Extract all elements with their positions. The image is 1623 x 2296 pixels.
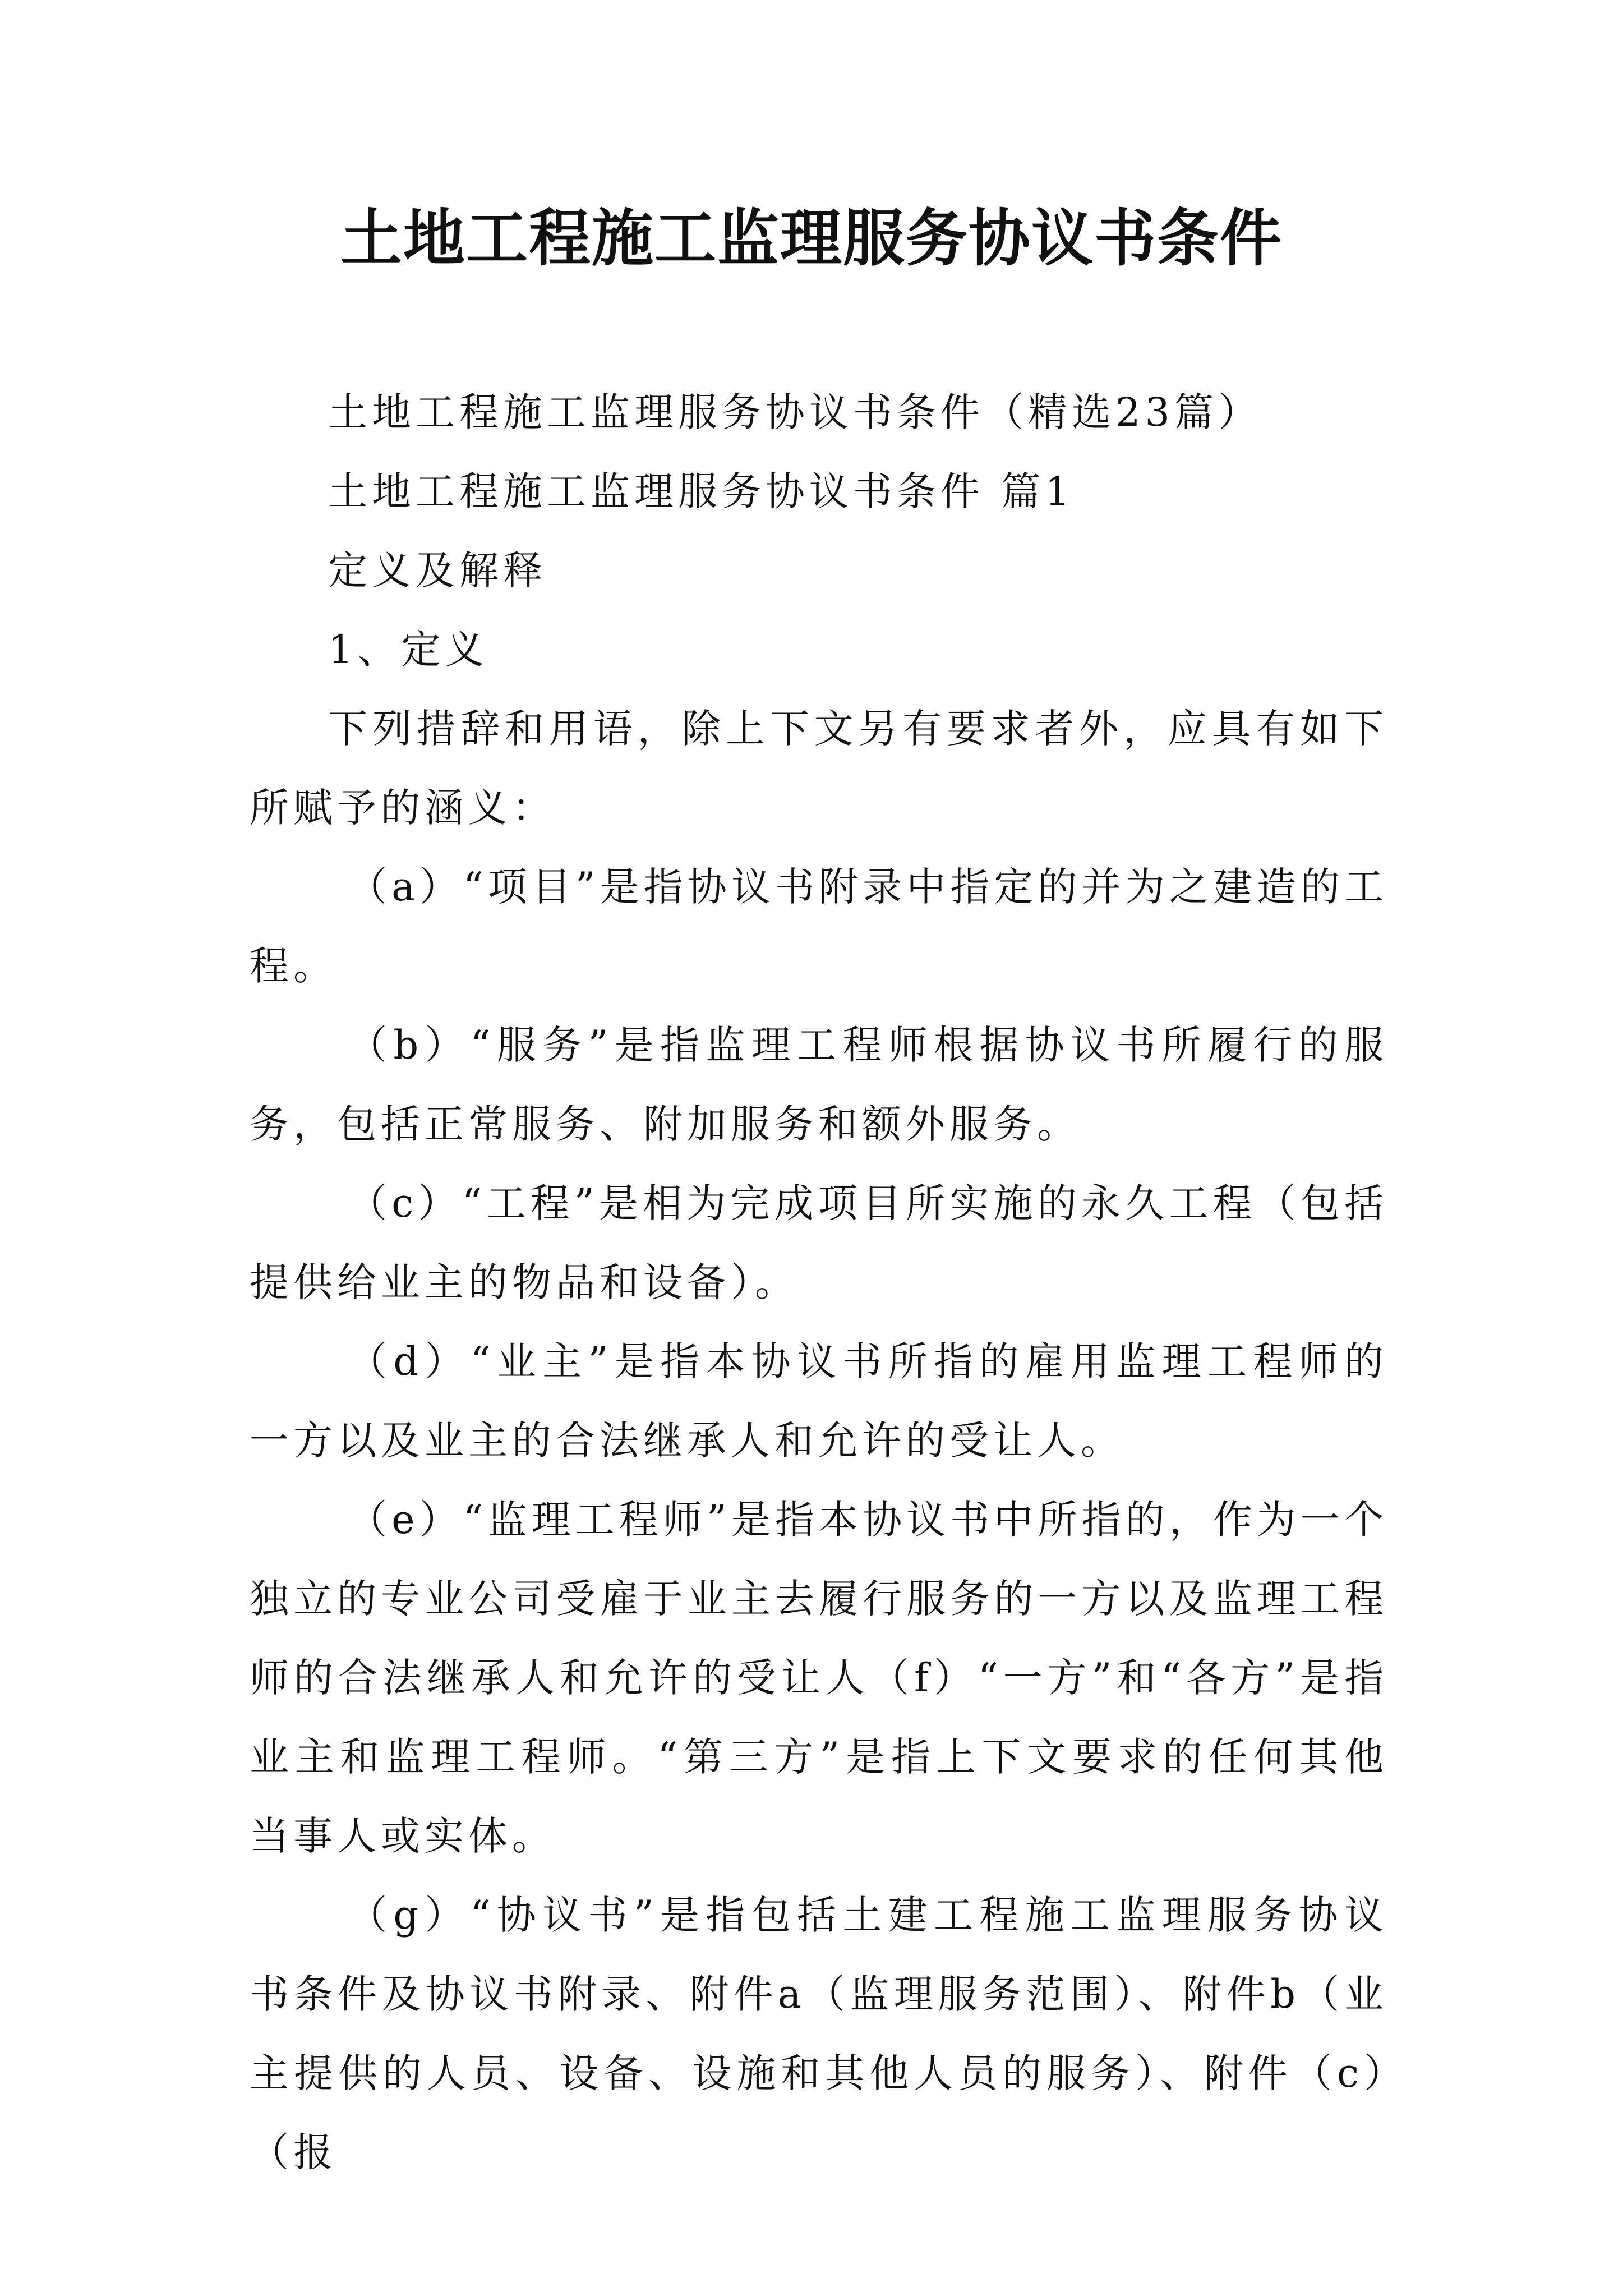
document-body: [250, 373, 1388, 2192]
definition-paragraph-b: （b）“服务”是指监理工程师根据协议书所履行的服务，包括正常服务、附加服务和额外服务。: [250, 1022, 1388, 1147]
definition-paragraph-c: （c）“工程”是相为完成项目所实施的永久工程（包括提供给业主的物品和设备）。: [250, 1180, 1388, 1305]
chapter-heading: 定义及解释: [328, 547, 547, 593]
body-paragraph: 下列措辞和用语，除上下文另有要求者外，应具有如下所赋予的涵义：: [250, 706, 1388, 831]
clause-heading: 1、定义: [328, 627, 489, 673]
definition-paragraph-g: （g）“协议书”是指包括土建工程施工监理服务协议书条件及协议书附录、附件a（监理服务范围）、附件b（业主提供的人员、设备、设施和其他人员的服务）、附件（c）（报: [250, 1892, 1388, 2175]
definition-paragraph-a: （a）“项目”是指协议书附录中指定的并为之建造的工程。: [250, 864, 1388, 989]
definition-paragraph-d: （d）“业主”是指本协议书所指的雇用监理工程师的一方以及业主的合法继承人和允许的受让人。: [250, 1338, 1388, 1464]
document-title: 土地工程施工监理服务协议书条件: [340, 202, 1283, 274]
definition-paragraph-e: （e）“监理工程师”是指本协议书中所指的，作为一个独立的专业公司受雇于业主去履行服务的一方以及监理工程师的合法继承人和允许的受让人（f）“一方”和“各方”是指业主和监理工程师。“第三方”是指上下文要求的任何其他当事人或实体。: [250, 1497, 1388, 1859]
subtitle-paragraph: 土地工程施工监理服务协议书条件（精选23篇）: [328, 389, 1262, 435]
section-heading: 土地工程施工监理服务协议书条件 篇1: [328, 468, 1075, 514]
